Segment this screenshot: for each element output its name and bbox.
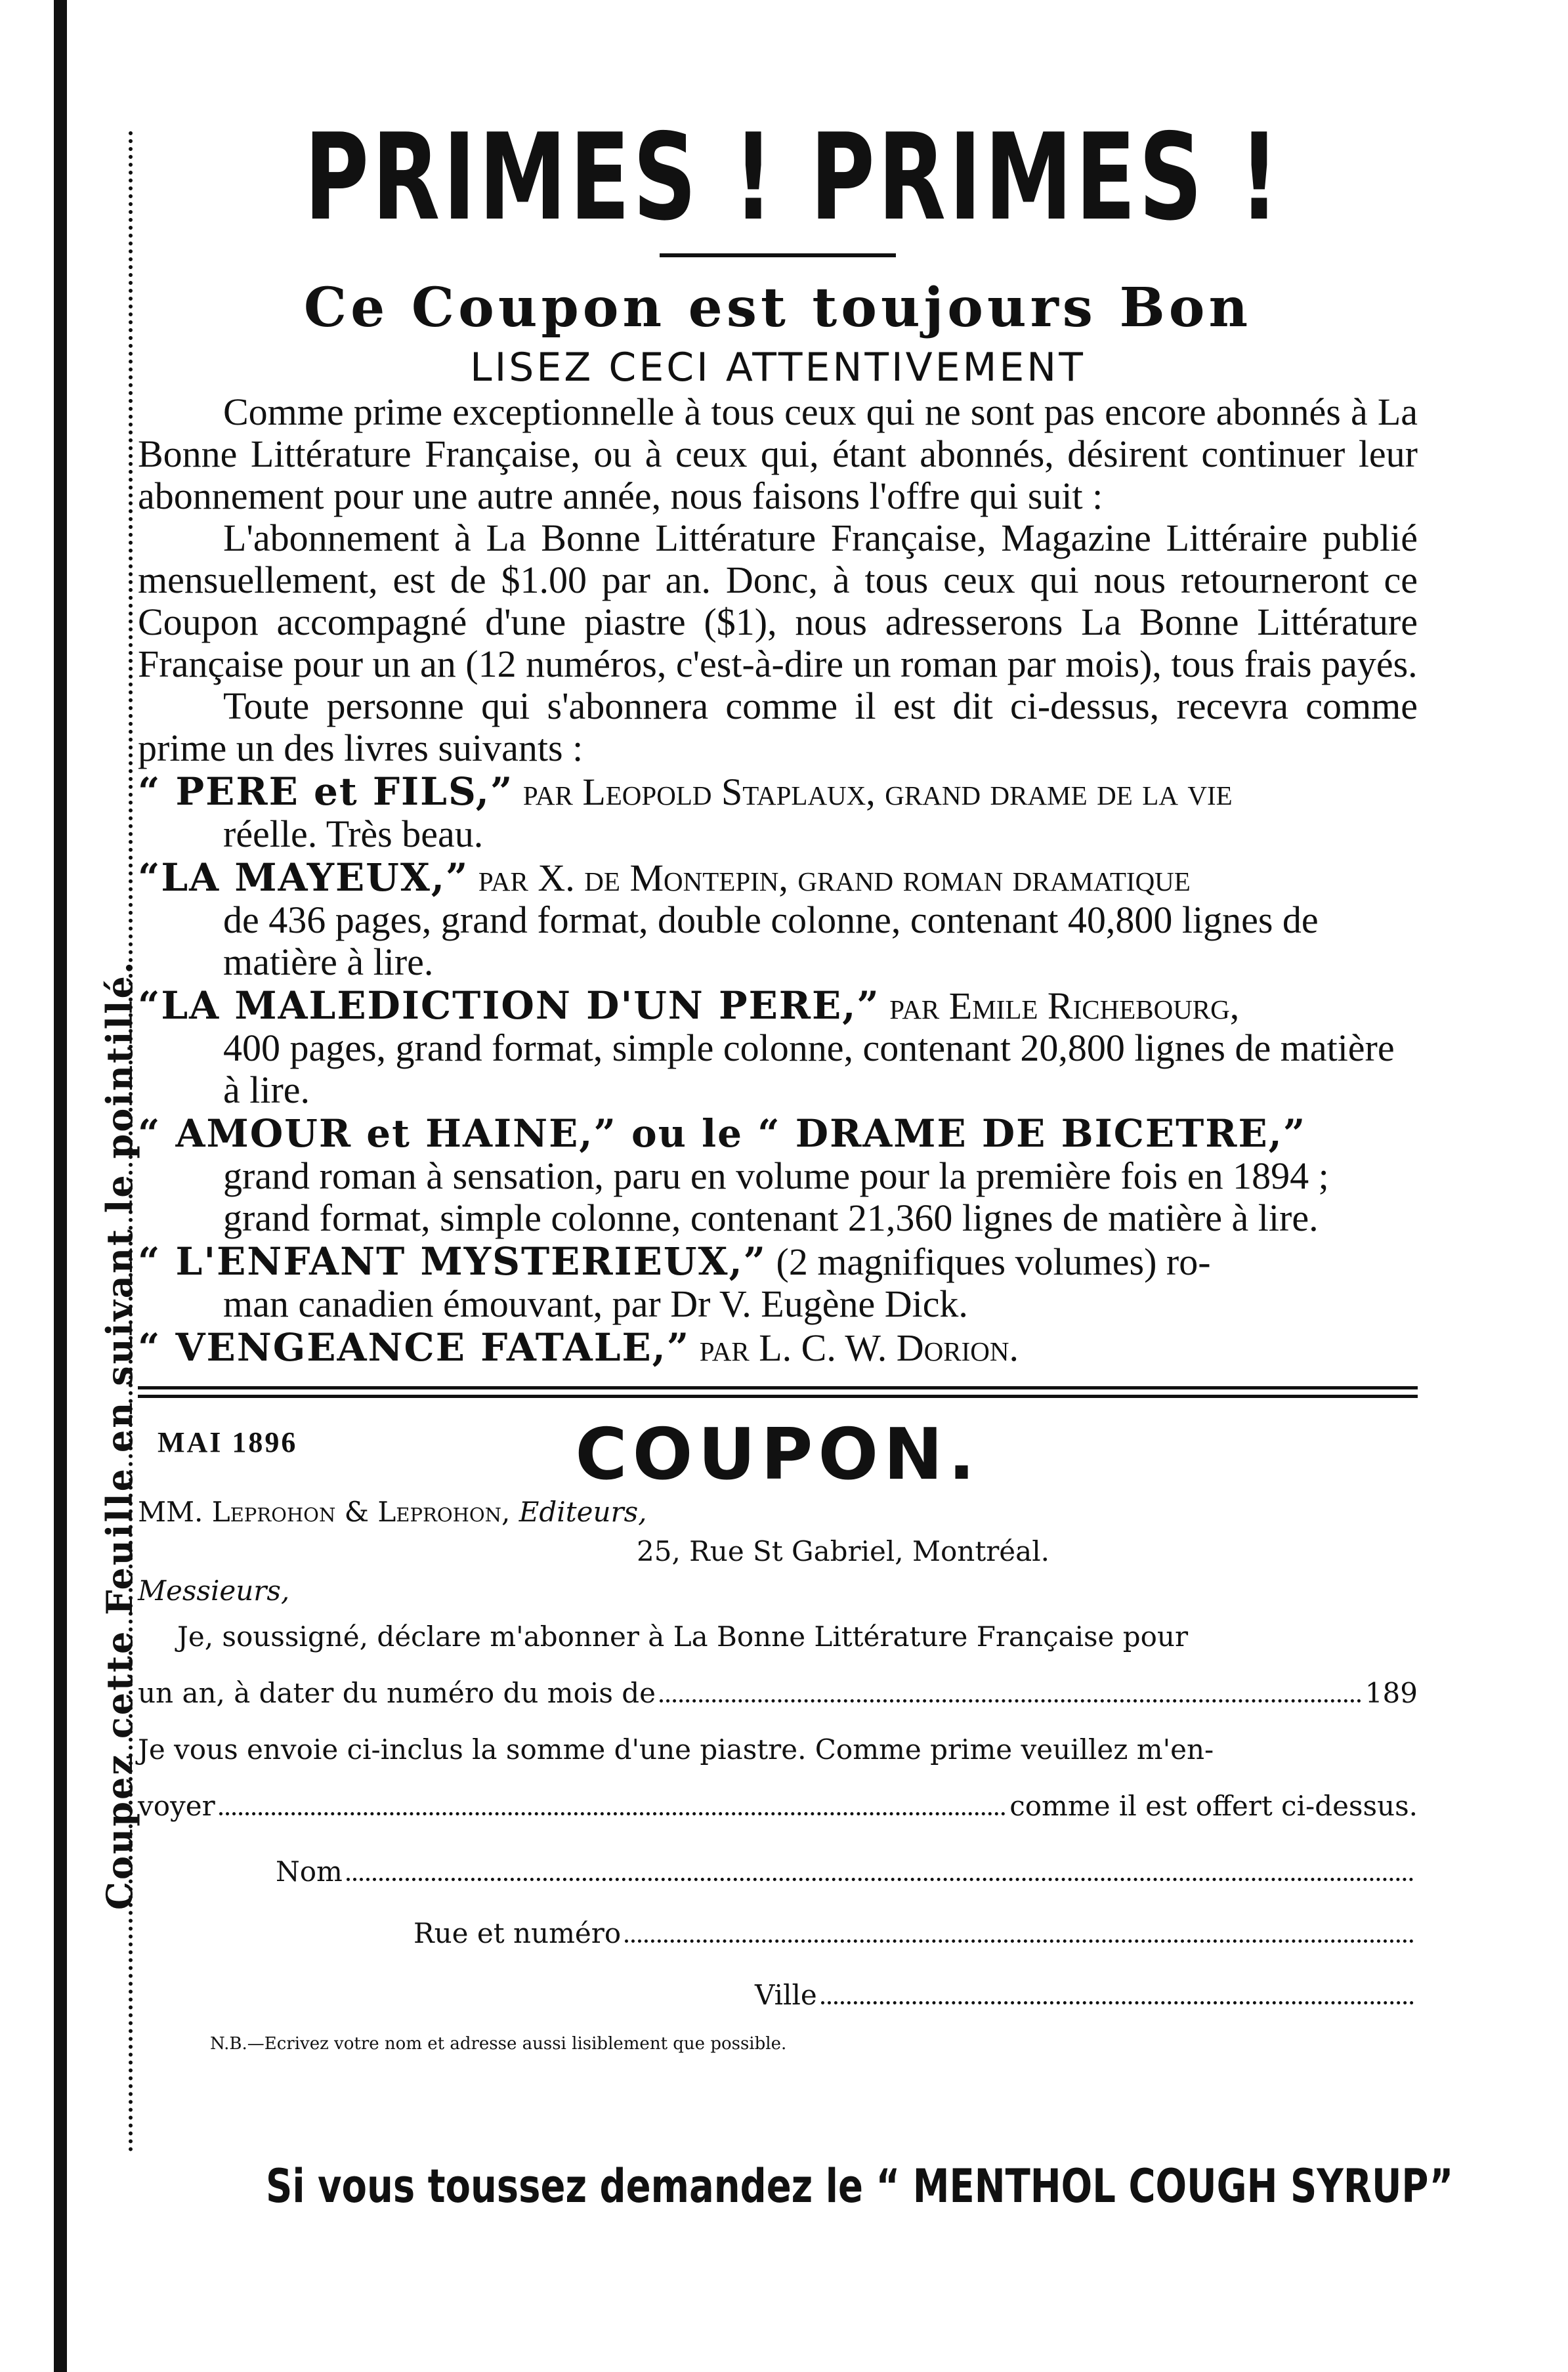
start-month-label: un an, à dater du numéro du mois de bbox=[138, 1677, 656, 1709]
coupon-header bbox=[138, 1414, 1418, 1496]
street-field[interactable] bbox=[625, 1939, 1414, 1943]
prize-line: par L. C. W. Dorion. bbox=[690, 1326, 1019, 1369]
prize-line: ou le “ DRAME DE BICETRE,” bbox=[616, 1111, 1307, 1156]
coupon-date: MAI 1896 bbox=[158, 1426, 298, 1458]
city-label: Ville bbox=[755, 1979, 817, 2011]
salutation: Messieurs, bbox=[138, 1575, 290, 1607]
prize-description: grand roman à sensation, paru en volume pour la première fois en 1894 ; grand format, simple colonne, contenant 21,360 lignes de matière à lire. bbox=[223, 1154, 1329, 1239]
prize-choice-suffix: comme il est offert ci-dessus. bbox=[1009, 1790, 1418, 1822]
prize-line: par X. de Montepin, grand roman dramatique bbox=[469, 857, 1191, 899]
start-month-field[interactable] bbox=[660, 1699, 1361, 1703]
prize-choice-field[interactable] bbox=[219, 1812, 1006, 1815]
prize-item bbox=[138, 771, 1418, 855]
prize-description: réelle. Très beau. bbox=[223, 813, 484, 855]
year-prefix: 189 bbox=[1365, 1677, 1418, 1709]
footer-advert: Si vous toussez demandez le “ MENTHOL COUGH SYRUP” bbox=[266, 2159, 1454, 2213]
side-caption-text: Coupez cette Feuille en suivant le pointillé. bbox=[98, 960, 140, 1910]
double-rule bbox=[138, 1386, 1418, 1398]
prize-choice-label: voyer bbox=[138, 1790, 215, 1822]
prize-item bbox=[138, 1112, 1418, 1239]
street-line bbox=[138, 1914, 1418, 1953]
prize-title: “ L'ENFANT MYSTERIEUX,” bbox=[138, 1239, 767, 1284]
prize-item bbox=[138, 857, 1418, 983]
prize-description: 400 pages, grand format, simple colonne, contenant 20,800 lignes de matière à lire. bbox=[223, 1027, 1395, 1111]
prize-item bbox=[138, 1326, 1418, 1369]
editors-label: Editeurs, bbox=[519, 1496, 647, 1528]
prize-title: “ PERE et FILS,” bbox=[138, 769, 514, 814]
city-line bbox=[138, 1976, 1418, 2015]
addressee-line bbox=[138, 1493, 1418, 1532]
lisez-heading: LISEZ CECI ATTENTIVEMENT bbox=[470, 345, 1086, 391]
paragraph: L'abonnement à La Bonne Littérature Française, Magazine Littéraire publié mensuellement, est de $1.00 par an. Donc, à tous ceux qui nous retourneront ce Coupon accompagné d'une piastre ($1), nous adresserons La Bonne Littérature Française pour un an (12 numéros, c'est-à-dire un roman par mois), tous frais payés. bbox=[138, 517, 1418, 685]
intro-text bbox=[138, 391, 1418, 769]
subhead: Ce Coupon est toujours Bon bbox=[303, 276, 1252, 339]
decorative-rule bbox=[660, 253, 896, 257]
subscription-statement: Je, soussigné, déclare m'abonner à La Bonne Littérature Française pour bbox=[177, 1620, 1189, 1653]
coupon-form bbox=[138, 1493, 1418, 2064]
prize-title: “ VENGEANCE FATALE,” bbox=[138, 1325, 690, 1370]
street-label: Rue et numéro bbox=[413, 1917, 622, 1949]
prize-item bbox=[138, 985, 1418, 1111]
prize-line: par Leopold Staplaux, grand drame de la vie bbox=[513, 771, 1233, 813]
prize-item bbox=[138, 1240, 1418, 1325]
prize-list bbox=[138, 771, 1418, 1369]
start-month-line bbox=[138, 1674, 1418, 1713]
coupon-title: COUPON. bbox=[575, 1414, 981, 1496]
addressee: MM. Leprohon & Leprohon, bbox=[138, 1496, 511, 1528]
advertisement-body bbox=[138, 98, 1418, 2064]
paragraph: Toute personne qui s'abonnera comme il est dit ci-dessus, recevra comme prime un des livres suivants : bbox=[138, 685, 1418, 769]
publisher-address: 25, Rue St Gabriel, Montréal. bbox=[637, 1535, 1049, 1567]
name-line bbox=[138, 1852, 1418, 1892]
nb-note: N.B.—Ecrivez votre nom et adresse aussi lisiblement que possible. bbox=[210, 2034, 787, 2054]
name-label: Nom bbox=[276, 1855, 343, 1888]
left-edge-bar bbox=[54, 0, 67, 2372]
name-field[interactable] bbox=[347, 1878, 1414, 1881]
city-field[interactable] bbox=[821, 2001, 1414, 2004]
prize-line: (2 magnifiques volumes) ro- bbox=[767, 1240, 1211, 1283]
prize-line: par Emile Richebourg, bbox=[879, 985, 1240, 1027]
prize-title: “LA MALEDICTION D'UN PERE,” bbox=[138, 983, 880, 1028]
prize-title: “ AMOUR et HAINE,” bbox=[138, 1111, 617, 1156]
payment-statement: Je vous envoie ci-inclus la somme d'une piastre. Comme prime veuillez m'en- bbox=[138, 1733, 1214, 1766]
headline: PRIMES ! PRIMES ! bbox=[304, 108, 1282, 247]
prize-description: man canadien émouvant, par Dr V. Eugène Dick. bbox=[223, 1282, 968, 1325]
prize-description: de 436 pages, grand format, double colonne, contenant 40,800 lignes de matière à lire. bbox=[223, 899, 1319, 983]
prize-title: “LA MAYEUX,” bbox=[138, 855, 469, 900]
paragraph: Comme prime exceptionnelle à tous ceux qui ne sont pas encore abonnés à La Bonne Littérature Française, ou à ceux qui, étant abonnés, désirent continuer leur abonnement pour une autre année, nous faisons l'offre qui suit : bbox=[138, 391, 1418, 517]
prize-choice-line bbox=[138, 1787, 1418, 1826]
